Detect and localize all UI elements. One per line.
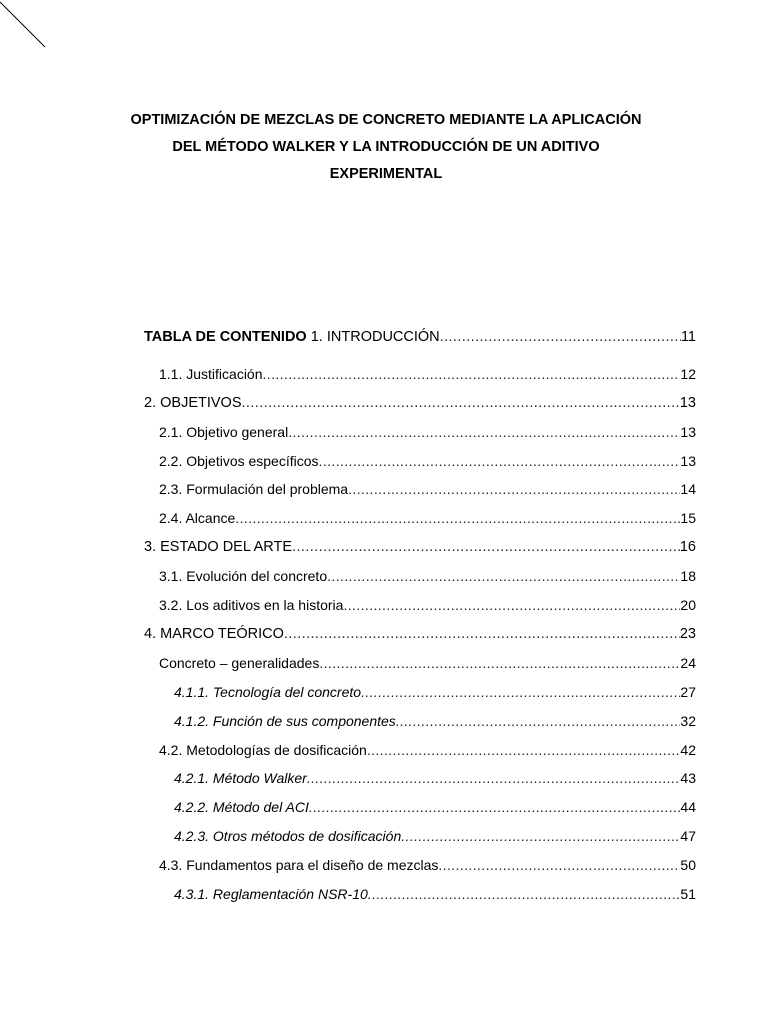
toc-page-number: 13 bbox=[679, 395, 696, 411]
toc-entry-label: Concreto – generalidades bbox=[159, 655, 320, 671]
toc-entry-objetivos-especificos[interactable] bbox=[159, 452, 696, 470]
toc-entry-reglamentacion-nsr10[interactable] bbox=[174, 885, 696, 903]
dot-leader bbox=[401, 827, 680, 845]
dot-leader bbox=[242, 394, 680, 412]
toc-page-number: 11 bbox=[680, 329, 696, 345]
dot-leader bbox=[292, 538, 680, 556]
toc-entry-label: 4.2.2. Método del ACI bbox=[174, 799, 309, 815]
dot-leader bbox=[319, 654, 680, 672]
toc-entry-otros-metodos[interactable] bbox=[174, 827, 696, 845]
toc-entry-label: 4.1.1. Tecnología del concreto bbox=[174, 684, 362, 700]
toc-page-number: 23 bbox=[679, 626, 696, 642]
dot-leader bbox=[307, 769, 681, 787]
toc-page-number: 12 bbox=[680, 366, 696, 382]
toc-entry-label: 2. OBJETIVOS bbox=[144, 395, 242, 411]
toc-page-number: 32 bbox=[680, 713, 696, 729]
dot-leader bbox=[361, 683, 680, 701]
toc-page-number: 13 bbox=[680, 453, 696, 469]
toc-entry-label: 1.1. Justificación bbox=[159, 366, 263, 382]
document-title bbox=[120, 107, 652, 188]
toc-entry-label: 3.2. Los aditivos en la historia bbox=[159, 597, 344, 613]
toc-entry-label: 4.1.2. Función de sus componentes bbox=[174, 713, 396, 729]
dot-leader bbox=[327, 567, 680, 585]
title-line-1: OPTIMIZACIÓN DE MEZCLAS DE CONCRETO MEDIANTE LA APLICACIÓN bbox=[130, 112, 642, 128]
toc-page-number: 42 bbox=[680, 742, 696, 758]
toc-entry-estado-del-arte[interactable] bbox=[144, 538, 696, 556]
toc-entry-label: 4.2.1. Método Walker bbox=[174, 770, 307, 786]
toc-page-number: 14 bbox=[680, 481, 696, 497]
toc-entry-metodologias-dosificacion[interactable] bbox=[159, 741, 696, 759]
toc-entry-label: 4. MARCO TEÓRICO bbox=[144, 626, 284, 642]
toc-entry-marco-teorico[interactable] bbox=[144, 625, 696, 643]
toc-page-number: 44 bbox=[680, 799, 696, 815]
title-line-3: EXPERIMENTAL bbox=[329, 166, 443, 182]
toc-page-number: 13 bbox=[680, 424, 696, 440]
dot-leader bbox=[284, 625, 680, 643]
dot-leader bbox=[235, 509, 680, 527]
dot-leader bbox=[440, 328, 681, 346]
toc-entry-label: 4.3. Fundamentos para el diseño de mezclas bbox=[159, 857, 439, 873]
dot-leader bbox=[343, 596, 680, 614]
toc-page-number: 47 bbox=[680, 828, 696, 844]
dot-leader bbox=[368, 885, 681, 903]
dot-leader bbox=[396, 712, 681, 730]
toc-entry-evolucion-concreto[interactable] bbox=[159, 567, 696, 585]
dot-leader bbox=[319, 452, 681, 470]
toc-page-number: 18 bbox=[680, 568, 696, 584]
toc-entry-justificacion[interactable] bbox=[159, 365, 696, 383]
toc-entry-formulacion-problema[interactable] bbox=[159, 480, 696, 498]
toc-entry-tecnologia-concreto[interactable] bbox=[174, 683, 696, 701]
toc-entry-label: 2.3. Formulación del problema bbox=[159, 481, 349, 497]
toc-entry-label: 2.1. Objetivo general bbox=[159, 424, 289, 440]
toc-page-number: 24 bbox=[680, 655, 696, 671]
toc-entry-objetivos[interactable] bbox=[144, 394, 696, 412]
toc-entry-label: 2.2. Objetivos específicos bbox=[159, 453, 319, 469]
toc-entry-label: 2.4. Alcance bbox=[159, 510, 236, 526]
toc-entry-alcance[interactable] bbox=[159, 509, 696, 527]
toc-entry-metodo-aci[interactable] bbox=[174, 798, 696, 816]
title-line-2: DEL MÉTODO WALKER Y LA INTRODUCCIÓN DE UN ADITIVO bbox=[172, 139, 600, 155]
toc-entry-label: 3.1. Evolución del concreto bbox=[159, 568, 328, 584]
toc-entry-label: 4.2. Metodologías de dosificación bbox=[159, 742, 367, 758]
dot-leader bbox=[438, 856, 680, 874]
toc-entry-metodo-walker[interactable] bbox=[174, 769, 696, 787]
dot-leader bbox=[288, 423, 680, 441]
toc-entry-aditivos-historia[interactable] bbox=[159, 596, 696, 614]
dot-leader bbox=[367, 741, 681, 759]
dot-leader bbox=[348, 480, 680, 498]
toc-entry-funcion-componentes[interactable] bbox=[174, 712, 696, 730]
dot-leader bbox=[309, 798, 681, 816]
toc-page-number: 43 bbox=[680, 770, 696, 786]
toc-page-number: 16 bbox=[679, 539, 696, 555]
dot-leader bbox=[263, 365, 681, 383]
toc-entry-label: 4.2.3. Otros métodos de dosificación bbox=[174, 828, 402, 844]
toc-entry-concreto-generalidades[interactable] bbox=[159, 654, 696, 672]
toc-entry-label: 4.3.1. Reglamentación NSR-10 bbox=[174, 886, 368, 902]
toc-entry-fundamentos-diseno[interactable] bbox=[159, 856, 696, 874]
toc-page-number: 20 bbox=[680, 597, 696, 613]
toc-heading: TABLA DE CONTENIDO bbox=[144, 329, 307, 345]
page-corner-fold-line bbox=[0, 0, 50, 50]
toc-entry-introduccion[interactable] bbox=[144, 328, 696, 346]
toc-page-number: 51 bbox=[680, 886, 696, 902]
toc-entry-label: 1. INTRODUCCIÓN bbox=[306, 329, 440, 345]
toc-entry-objetivo-general[interactable] bbox=[159, 423, 696, 441]
toc-page-number: 27 bbox=[680, 684, 696, 700]
toc-page-number: 50 bbox=[680, 857, 696, 873]
toc-page-number: 15 bbox=[680, 510, 696, 526]
toc-entry-label: 3. ESTADO DEL ARTE bbox=[144, 539, 293, 555]
